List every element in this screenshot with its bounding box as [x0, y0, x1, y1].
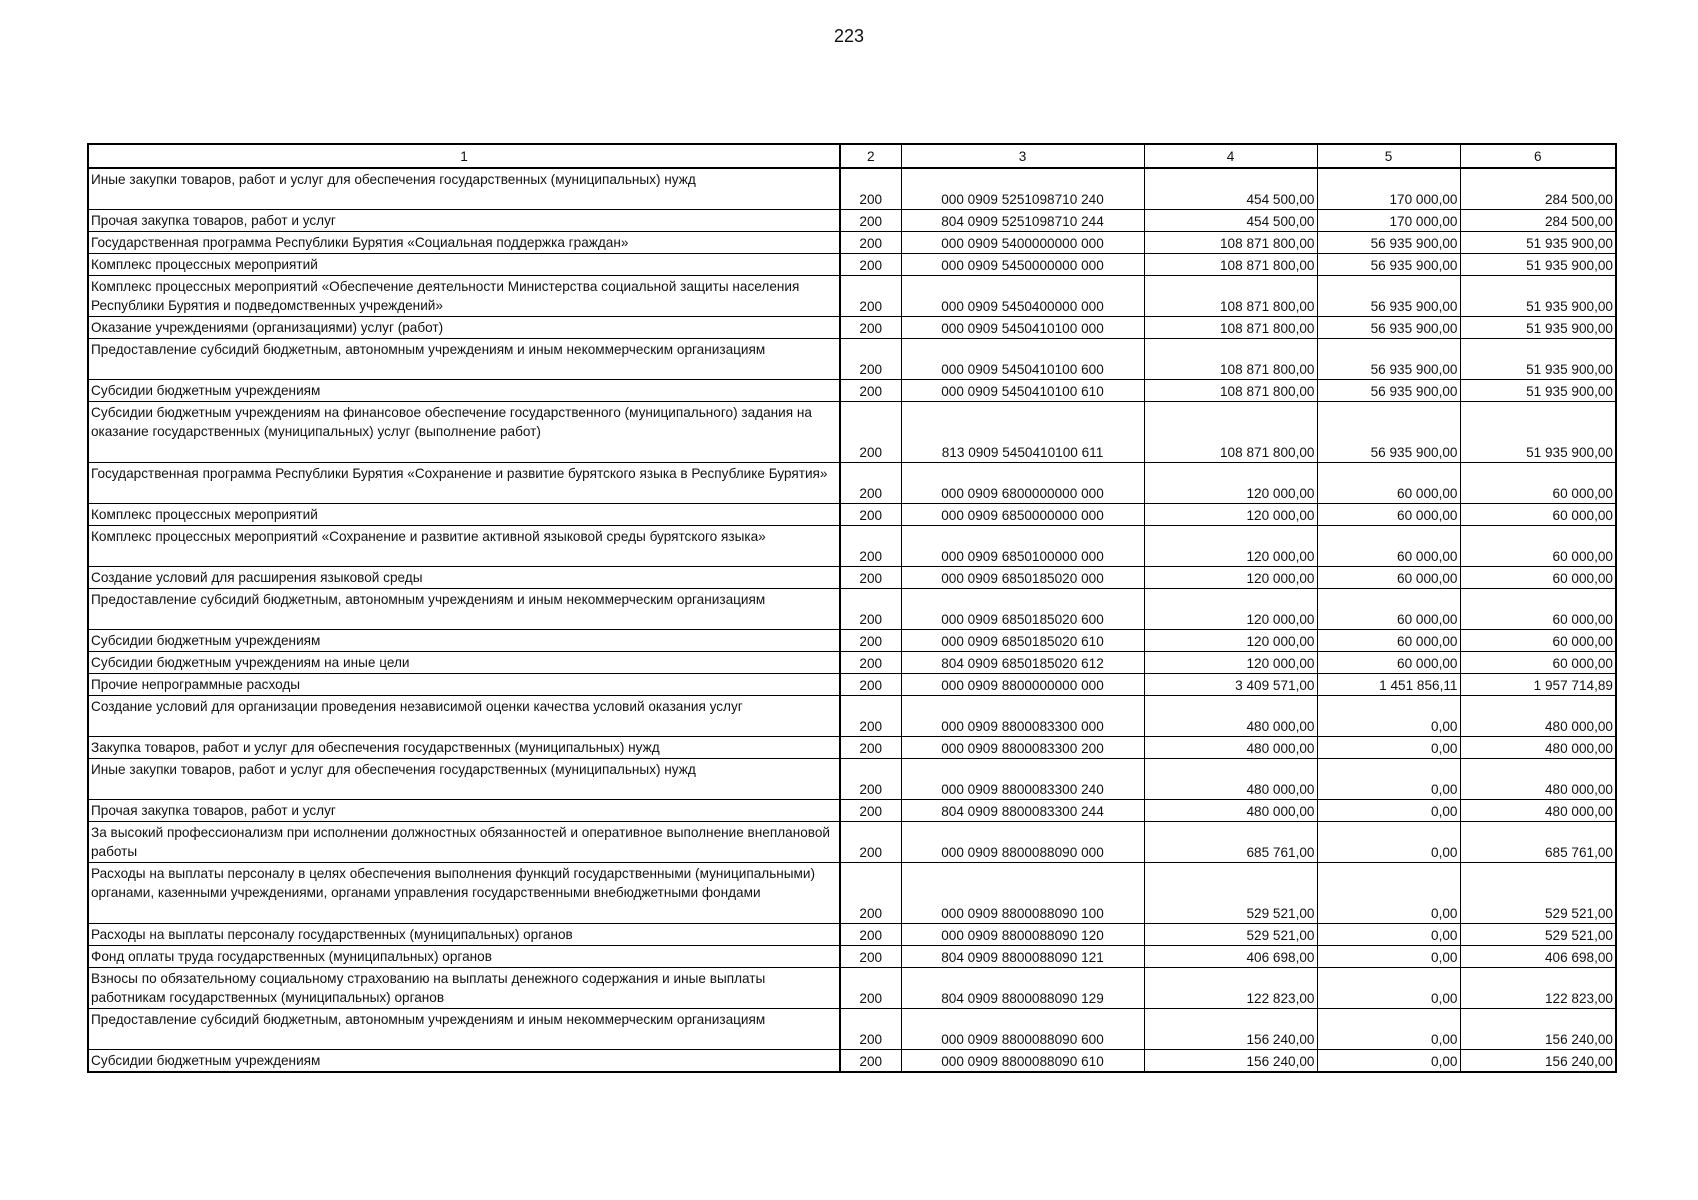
table-row [88, 254, 1616, 276]
row-amount-cell: 156 240,00 [1144, 1009, 1317, 1050]
row-amount-cell: 480 000,00 [1460, 696, 1616, 737]
row-classification-code-cell: 000 0909 6850100000 000 [901, 526, 1144, 567]
row-amount-cell: 60 000,00 [1460, 567, 1616, 589]
row-code-cell: 200 [840, 1009, 901, 1050]
page-number: 223 [833, 26, 865, 46]
row-amount-cell: 56 935 900,00 [1317, 276, 1460, 317]
table-row [88, 696, 1616, 737]
row-amount-cell: 60 000,00 [1460, 630, 1616, 652]
row-amount-cell: 0,00 [1317, 822, 1460, 863]
row-amount-cell: 60 000,00 [1460, 589, 1616, 630]
row-classification-code-cell: 000 0909 5400000000 000 [901, 232, 1144, 254]
table-row [88, 232, 1616, 254]
row-name-cell: Комплекс процессных мероприятий «Обеспечение деятельности Министерства социальной защиты населения Республики Бурятия и подведомственных учреждений» [88, 276, 840, 317]
row-classification-code-cell: 000 0909 5450400000 000 [901, 276, 1144, 317]
row-amount-cell: 0,00 [1317, 759, 1460, 800]
row-amount-cell: 529 521,00 [1460, 924, 1616, 946]
table-row [88, 317, 1616, 339]
row-amount-cell: 406 698,00 [1460, 946, 1616, 968]
row-amount-cell: 51 935 900,00 [1460, 317, 1616, 339]
table-row [88, 504, 1616, 526]
table-row [88, 526, 1616, 567]
row-name-cell: Субсидии бюджетным учреждениям на финансовое обеспечение государственного (муниципального) задания на оказание государственных (муниципальных) услуг (выполнение работ) [88, 402, 840, 463]
table-row [88, 168, 1616, 210]
row-name-cell: Государственная программа Республики Бурятия «Сохранение и развитие бурятского языка в Республике Бурятия» [88, 463, 840, 504]
row-amount-cell: 120 000,00 [1144, 567, 1317, 589]
column-header-4: 4 [1144, 144, 1317, 168]
row-name-cell: Предоставление субсидий бюджетным, автономным учреждениям и иным некоммерческим организациям [88, 1009, 840, 1050]
row-classification-code-cell: 000 0909 8800088090 610 [901, 1050, 1144, 1073]
row-name-cell: Фонд оплаты труда государственных (муниципальных) органов [88, 946, 840, 968]
row-amount-cell: 108 871 800,00 [1144, 232, 1317, 254]
row-code-cell: 200 [840, 402, 901, 463]
row-amount-cell: 156 240,00 [1460, 1009, 1616, 1050]
row-classification-code-cell: 000 0909 5251098710 240 [901, 168, 1144, 210]
row-amount-cell: 120 000,00 [1144, 526, 1317, 567]
row-amount-cell: 60 000,00 [1317, 630, 1460, 652]
row-name-cell: Субсидии бюджетным учреждениям [88, 630, 840, 652]
row-code-cell: 200 [840, 822, 901, 863]
row-name-cell: Расходы на выплаты персоналу государственных (муниципальных) органов [88, 924, 840, 946]
row-code-cell: 200 [840, 1050, 901, 1073]
row-amount-cell: 156 240,00 [1460, 1050, 1616, 1073]
table-row [88, 652, 1616, 674]
row-classification-code-cell: 000 0909 8800088090 000 [901, 822, 1144, 863]
row-amount-cell: 480 000,00 [1144, 696, 1317, 737]
row-name-cell: Комплекс процессных мероприятий [88, 254, 840, 276]
row-code-cell: 200 [840, 339, 901, 380]
row-amount-cell: 529 521,00 [1460, 863, 1616, 924]
row-code-cell: 200 [840, 380, 901, 402]
row-amount-cell: 60 000,00 [1317, 567, 1460, 589]
table-row [88, 759, 1616, 800]
row-amount-cell: 284 500,00 [1460, 210, 1616, 232]
row-code-cell: 200 [840, 696, 901, 737]
row-name-cell: Создание условий для расширения языковой среды [88, 567, 840, 589]
table-row [88, 380, 1616, 402]
row-name-cell: Иные закупки товаров, работ и услуг для обеспечения государственных (муниципальных) нужд [88, 759, 840, 800]
row-amount-cell: 122 823,00 [1460, 968, 1616, 1009]
table-row [88, 924, 1616, 946]
row-amount-cell: 51 935 900,00 [1460, 232, 1616, 254]
row-code-cell: 200 [840, 463, 901, 504]
row-amount-cell: 0,00 [1317, 800, 1460, 822]
row-amount-cell: 120 000,00 [1144, 630, 1317, 652]
table-row [88, 968, 1616, 1009]
row-classification-code-cell: 000 0909 8800000000 000 [901, 674, 1144, 696]
column-header-5: 5 [1317, 144, 1460, 168]
row-amount-cell: 480 000,00 [1460, 800, 1616, 822]
row-amount-cell: 0,00 [1317, 737, 1460, 759]
row-name-cell: Оказание учреждениями (организациями) услуг (работ) [88, 317, 840, 339]
table-row [88, 567, 1616, 589]
row-amount-cell: 0,00 [1317, 968, 1460, 1009]
row-code-cell: 200 [840, 630, 901, 652]
row-code-cell: 200 [840, 317, 901, 339]
row-name-cell: Предоставление субсидий бюджетным, автономным учреждениям и иным некоммерческим организациям [88, 339, 840, 380]
row-amount-cell: 60 000,00 [1317, 652, 1460, 674]
row-classification-code-cell: 000 0909 5450410100 610 [901, 380, 1144, 402]
table-row [88, 737, 1616, 759]
row-amount-cell: 60 000,00 [1460, 526, 1616, 567]
row-classification-code-cell: 000 0909 8800088090 120 [901, 924, 1144, 946]
row-amount-cell: 60 000,00 [1317, 463, 1460, 504]
row-amount-cell: 108 871 800,00 [1144, 339, 1317, 380]
row-amount-cell: 108 871 800,00 [1144, 402, 1317, 463]
row-amount-cell: 56 935 900,00 [1317, 254, 1460, 276]
row-code-cell: 200 [840, 232, 901, 254]
row-name-cell: Прочая закупка товаров, работ и услуг [88, 210, 840, 232]
row-amount-cell: 108 871 800,00 [1144, 317, 1317, 339]
row-classification-code-cell: 804 0909 8800083300 244 [901, 800, 1144, 822]
row-amount-cell: 60 000,00 [1460, 463, 1616, 504]
row-amount-cell: 108 871 800,00 [1144, 254, 1317, 276]
table-row [88, 630, 1616, 652]
row-name-cell: Иные закупки товаров, работ и услуг для обеспечения государственных (муниципальных) нужд [88, 168, 840, 210]
row-amount-cell: 56 935 900,00 [1317, 380, 1460, 402]
table-row [88, 463, 1616, 504]
table-row [88, 402, 1616, 463]
row-amount-cell: 170 000,00 [1317, 210, 1460, 232]
row-classification-code-cell: 000 0909 6850185020 600 [901, 589, 1144, 630]
table-row [88, 822, 1616, 863]
row-amount-cell: 454 500,00 [1144, 210, 1317, 232]
row-name-cell: Прочая закупка товаров, работ и услуг [88, 800, 840, 822]
row-amount-cell: 60 000,00 [1317, 589, 1460, 630]
row-code-cell: 200 [840, 589, 901, 630]
row-code-cell: 200 [840, 924, 901, 946]
row-amount-cell: 685 761,00 [1144, 822, 1317, 863]
row-name-cell: Создание условий для организации проведения независимой оценки качества условий оказания услуг [88, 696, 840, 737]
row-code-cell: 200 [840, 276, 901, 317]
row-code-cell: 200 [840, 567, 901, 589]
row-amount-cell: 0,00 [1317, 946, 1460, 968]
row-amount-cell: 56 935 900,00 [1317, 317, 1460, 339]
row-amount-cell: 480 000,00 [1460, 737, 1616, 759]
column-header-2: 2 [840, 144, 901, 168]
row-amount-cell: 480 000,00 [1144, 737, 1317, 759]
row-amount-cell: 51 935 900,00 [1460, 254, 1616, 276]
row-code-cell: 200 [840, 652, 901, 674]
row-classification-code-cell: 000 0909 6800000000 000 [901, 463, 1144, 504]
row-classification-code-cell: 000 0909 8800088090 100 [901, 863, 1144, 924]
row-amount-cell: 1 451 856,11 [1317, 674, 1460, 696]
row-classification-code-cell: 000 0909 8800083300 240 [901, 759, 1144, 800]
row-amount-cell: 685 761,00 [1460, 822, 1616, 863]
row-name-cell: Взносы по обязательному социальному страхованию на выплаты денежного содержания и иные выплаты работникам государственных (муниципальных) органов [88, 968, 840, 1009]
budget-table [87, 143, 1617, 1073]
table-row [88, 276, 1616, 317]
row-amount-cell: 1 957 714,89 [1460, 674, 1616, 696]
table-row [88, 210, 1616, 232]
row-amount-cell: 529 521,00 [1144, 863, 1317, 924]
row-amount-cell: 60 000,00 [1317, 526, 1460, 567]
row-amount-cell: 56 935 900,00 [1317, 402, 1460, 463]
row-code-cell: 200 [840, 737, 901, 759]
row-amount-cell: 122 823,00 [1144, 968, 1317, 1009]
row-code-cell: 200 [840, 863, 901, 924]
row-amount-cell: 51 935 900,00 [1460, 402, 1616, 463]
row-classification-code-cell: 804 0909 8800088090 121 [901, 946, 1144, 968]
row-amount-cell: 60 000,00 [1460, 504, 1616, 526]
row-amount-cell: 60 000,00 [1317, 504, 1460, 526]
table-row [88, 863, 1616, 924]
table-row [88, 339, 1616, 380]
row-classification-code-cell: 000 0909 6850000000 000 [901, 504, 1144, 526]
row-name-cell: Государственная программа Республики Бурятия «Социальная поддержка граждан» [88, 232, 840, 254]
row-amount-cell: 3 409 571,00 [1144, 674, 1317, 696]
row-code-cell: 200 [840, 968, 901, 1009]
row-name-cell: Субсидии бюджетным учреждениям [88, 1050, 840, 1073]
row-code-cell: 200 [840, 946, 901, 968]
row-amount-cell: 51 935 900,00 [1460, 276, 1616, 317]
row-amount-cell: 0,00 [1317, 696, 1460, 737]
row-amount-cell: 51 935 900,00 [1460, 380, 1616, 402]
row-amount-cell: 120 000,00 [1144, 463, 1317, 504]
row-classification-code-cell: 804 0909 5251098710 244 [901, 210, 1144, 232]
row-classification-code-cell: 000 0909 8800083300 000 [901, 696, 1144, 737]
table-row [88, 589, 1616, 630]
table-row [88, 1050, 1616, 1073]
row-classification-code-cell: 000 0909 5450000000 000 [901, 254, 1144, 276]
row-name-cell: Комплекс процессных мероприятий [88, 504, 840, 526]
row-amount-cell: 120 000,00 [1144, 504, 1317, 526]
row-name-cell: Закупка товаров, работ и услуг для обеспечения государственных (муниципальных) нужд [88, 737, 840, 759]
row-name-cell: Предоставление субсидий бюджетным, автономным учреждениям и иным некоммерческим организациям [88, 589, 840, 630]
row-classification-code-cell: 000 0909 6850185020 000 [901, 567, 1144, 589]
row-code-cell: 200 [840, 168, 901, 210]
row-code-cell: 200 [840, 504, 901, 526]
row-amount-cell: 108 871 800,00 [1144, 276, 1317, 317]
row-amount-cell: 480 000,00 [1460, 759, 1616, 800]
row-amount-cell: 284 500,00 [1460, 168, 1616, 210]
table-header-row [88, 144, 1616, 168]
table-row [88, 674, 1616, 696]
row-amount-cell: 108 871 800,00 [1144, 380, 1317, 402]
row-amount-cell: 120 000,00 [1144, 652, 1317, 674]
row-amount-cell: 480 000,00 [1144, 800, 1317, 822]
row-code-cell: 200 [840, 526, 901, 567]
row-amount-cell: 529 521,00 [1144, 924, 1317, 946]
row-amount-cell: 120 000,00 [1144, 589, 1317, 630]
row-amount-cell: 0,00 [1317, 863, 1460, 924]
row-amount-cell: 0,00 [1317, 924, 1460, 946]
row-amount-cell: 156 240,00 [1144, 1050, 1317, 1073]
row-amount-cell: 480 000,00 [1144, 759, 1317, 800]
row-amount-cell: 56 935 900,00 [1317, 339, 1460, 380]
table-row [88, 800, 1616, 822]
row-name-cell: Расходы на выплаты персоналу в целях обеспечения выполнения функций государственными (муниципальными) органами, казенными учреждениями, органами управления государственными внебюджетными фондами [88, 863, 840, 924]
row-code-cell: 200 [840, 800, 901, 822]
row-code-cell: 200 [840, 254, 901, 276]
row-amount-cell: 406 698,00 [1144, 946, 1317, 968]
row-amount-cell: 0,00 [1317, 1009, 1460, 1050]
row-amount-cell: 0,00 [1317, 1050, 1460, 1073]
row-amount-cell: 170 000,00 [1317, 168, 1460, 210]
row-amount-cell: 56 935 900,00 [1317, 232, 1460, 254]
column-header-6: 6 [1460, 144, 1616, 168]
row-code-cell: 200 [840, 210, 901, 232]
table-row [88, 946, 1616, 968]
table-body [88, 168, 1616, 1072]
row-classification-code-cell: 000 0909 5450410100 000 [901, 317, 1144, 339]
column-header-3: 3 [901, 144, 1144, 168]
row-amount-cell: 51 935 900,00 [1460, 339, 1616, 380]
row-name-cell: Субсидии бюджетным учреждениям [88, 380, 840, 402]
row-classification-code-cell: 813 0909 5450410100 611 [901, 402, 1144, 463]
row-classification-code-cell: 804 0909 8800088090 129 [901, 968, 1144, 1009]
row-classification-code-cell: 000 0909 6850185020 610 [901, 630, 1144, 652]
row-code-cell: 200 [840, 674, 901, 696]
row-classification-code-cell: 000 0909 8800088090 600 [901, 1009, 1144, 1050]
row-classification-code-cell: 000 0909 5450410100 600 [901, 339, 1144, 380]
row-name-cell: За высокий профессионализм при исполнении должностных обязанностей и оперативное выполнение внеплановой работы [88, 822, 840, 863]
row-name-cell: Комплекс процессных мероприятий «Сохранение и развитие активной языковой среды бурятского языка» [88, 526, 840, 567]
row-classification-code-cell: 000 0909 8800083300 200 [901, 737, 1144, 759]
row-amount-cell: 454 500,00 [1144, 168, 1317, 210]
row-code-cell: 200 [840, 759, 901, 800]
column-header-1: 1 [88, 144, 840, 168]
table-row [88, 1009, 1616, 1050]
row-amount-cell: 60 000,00 [1460, 652, 1616, 674]
row-classification-code-cell: 804 0909 6850185020 612 [901, 652, 1144, 674]
row-name-cell: Субсидии бюджетным учреждениям на иные цели [88, 652, 840, 674]
row-name-cell: Прочие непрограммные расходы [88, 674, 840, 696]
